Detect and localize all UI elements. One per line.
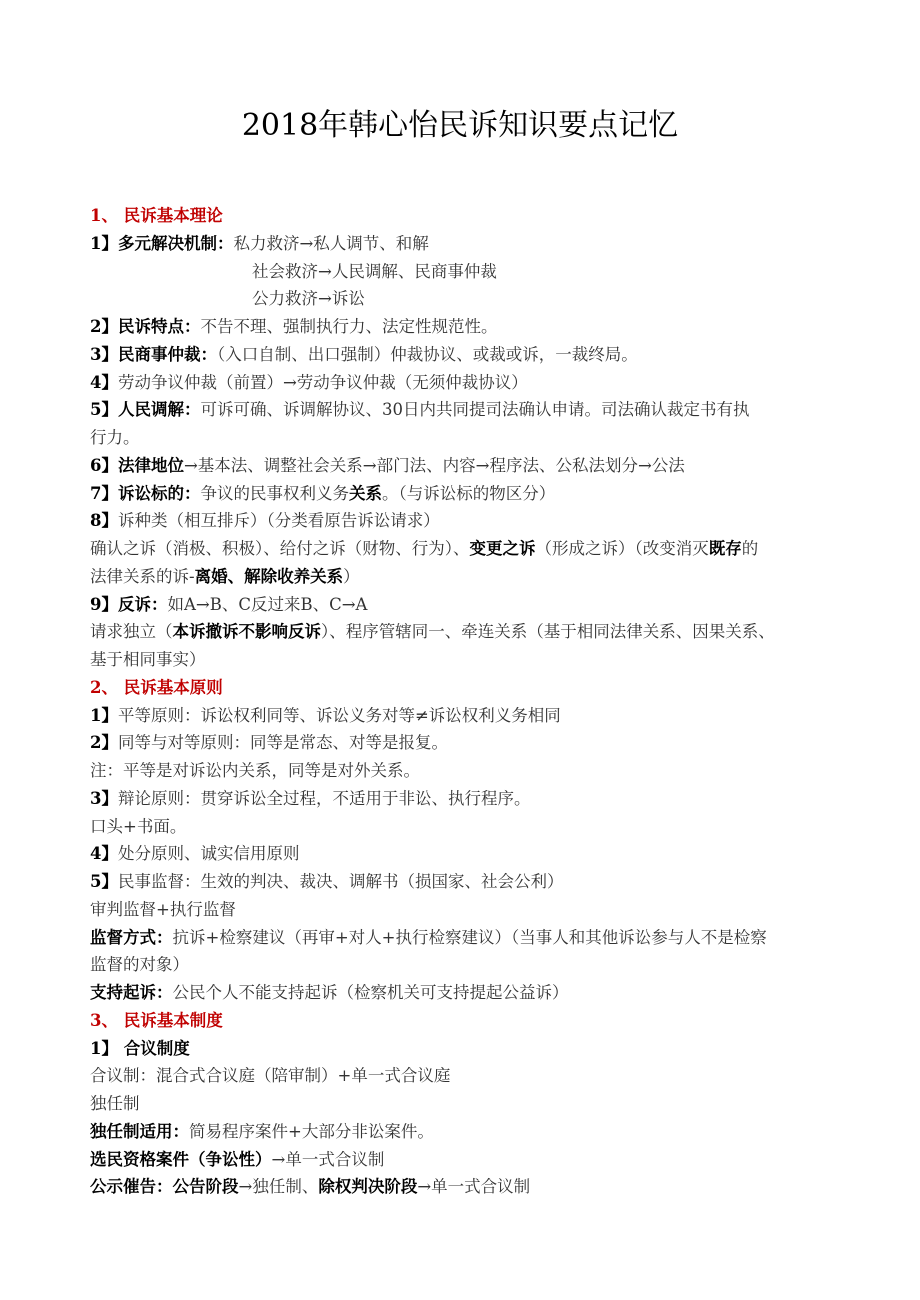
bold-text: 选民资格案件（争讼性） <box>90 1149 272 1169</box>
document-line <box>90 785 850 813</box>
document-line <box>90 1118 850 1146</box>
text-run: 抗诉+检察建议（再审+对人+执行检察建议）（当事人和其他诉讼参与人不是检察 <box>172 927 767 947</box>
bold-text: 2】 <box>90 733 118 753</box>
document-line <box>90 1173 850 1201</box>
document-line <box>90 591 850 619</box>
bold-text: 4】 <box>90 844 118 864</box>
text-run: →独任制、 <box>238 1177 319 1197</box>
text-run: 合议制：混合式合议庭（陪审制）+单一式合议庭 <box>90 1066 451 1086</box>
text-run: 民事监督：生效的判决、裁决、调解书（损国家、社会公利） <box>117 872 564 891</box>
bold-text: 3】民商事仲裁： <box>90 344 217 364</box>
document-line <box>90 230 850 258</box>
bold-text: 既存 <box>708 539 742 558</box>
document-line <box>90 813 850 841</box>
document-line <box>90 507 850 535</box>
text-run: 注：平等是对诉讼内关系，同等是对外关系。 <box>90 761 420 780</box>
document-line <box>90 563 850 591</box>
bold-text: 支持起诉： <box>90 983 173 1002</box>
bold-text: 7】诉讼标的： <box>90 483 201 503</box>
bold-text: 5】 <box>90 872 118 891</box>
document-line <box>90 1035 850 1063</box>
document-line <box>90 285 850 313</box>
text-run: 独任制 <box>90 1094 140 1113</box>
document-line <box>90 535 850 563</box>
text-run: 监督的对象） <box>90 955 189 975</box>
text-run: 辩论原则：贯穿诉讼全过程，不适用于非讼、执行程序。 <box>117 788 531 808</box>
text-run: 社会救济→人民调解、民商事仲裁 <box>252 261 497 281</box>
document-line <box>90 1146 850 1174</box>
text-run: 2、 民诉基本原则 <box>90 677 223 697</box>
document-line <box>90 951 850 979</box>
bold-text: 2】民诉特点： <box>90 317 201 336</box>
bold-text: 5】人民调解： <box>90 400 201 420</box>
document-line <box>90 702 850 730</box>
text-run: 私力救济→私人调节、和解 <box>233 233 429 253</box>
text-run: 公民个人不能支持起诉（检察机关可支持提起公益诉） <box>172 983 569 1002</box>
text-run: （形成之诉）（改变消灭 <box>535 539 709 558</box>
bold-text: 8】 <box>90 511 118 531</box>
text-run: 。（与诉讼标的物区分） <box>381 483 556 503</box>
document-line <box>90 424 850 452</box>
text-run: 3、 民诉基本制度 <box>90 1010 223 1030</box>
text-run: 请求独立（ <box>90 622 173 642</box>
text-run: 口头+书面。 <box>90 816 187 836</box>
section-heading <box>90 202 850 230</box>
document-body <box>90 202 850 1201</box>
document-line <box>90 646 850 674</box>
document-line <box>90 896 850 924</box>
bold-text: 6】法律地位 <box>90 455 184 475</box>
document-line <box>90 396 850 424</box>
document-line <box>90 313 850 341</box>
document-line <box>90 1062 850 1090</box>
text-run: 1、 民诉基本理论 <box>90 206 223 225</box>
bold-text: 离婚、解除收养关系 <box>194 566 344 586</box>
document-line <box>90 868 850 896</box>
text-run: ）、程序管辖同一、牵连关系（基于相同法律关系、因果关系、 <box>321 622 775 642</box>
text-run: 同等与对等原则：同等是常态、对等是报复。 <box>117 733 448 753</box>
text-run: 劳动争议仲裁（前置）→劳动争议仲裁（无须仲裁协议） <box>117 372 528 392</box>
document-line <box>90 757 850 785</box>
text-run: 平等原则：诉讼权利同等、诉讼义务对等≠诉讼权利义务相同 <box>117 705 561 725</box>
text-run: 如A→B、C反过来B、C→A <box>167 594 368 614</box>
text-run: 确认之诉（消极、积极）、给付之诉（财物、行为）、 <box>90 539 470 558</box>
document-line <box>90 618 850 646</box>
text-run: 审判监督+执行监督 <box>90 899 236 919</box>
bold-text: 4】 <box>90 372 118 392</box>
bold-text: 9】反诉： <box>90 594 168 614</box>
document-line <box>90 924 850 952</box>
text-run: 处分原则、诚实信用原则 <box>117 844 300 864</box>
text-run: 不告不理、强制执行力、法定性规范性。 <box>200 317 498 336</box>
text-run: 简易程序案件+大部分非讼案件。 <box>189 1121 434 1141</box>
text-run: ） <box>343 566 360 586</box>
section-heading <box>90 1007 850 1035</box>
bold-text: 1】多元解决机制： <box>90 233 234 253</box>
document-line <box>90 480 850 508</box>
bold-text: 独任制适用： <box>90 1121 189 1141</box>
text-run: 的 <box>741 539 759 558</box>
text-run: 公力救济→诉讼 <box>252 289 365 309</box>
bold-text: 公示催告：公告阶段 <box>90 1177 239 1197</box>
document-line <box>90 452 850 480</box>
bold-text: 关系 <box>348 483 382 503</box>
document-line <box>90 341 850 369</box>
text-run: 基于相同事实） <box>90 650 206 669</box>
bold-text: 变更之诉 <box>469 539 536 558</box>
text-run: （入口自制、出口强制）仲裁协议、或裁或诉，一裁终局。 <box>216 344 638 364</box>
document-line <box>90 258 850 286</box>
text-run: 法律关系的诉- <box>90 566 195 586</box>
document-line <box>90 369 850 397</box>
document-line <box>90 729 850 757</box>
bold-text: 3】 <box>90 788 118 808</box>
document-title: 2018年韩心怡民诉知识要点记忆 <box>241 108 679 143</box>
document-line <box>90 840 850 868</box>
text-run: 诉种类（相互排斥）（分类看原告诉讼请求） <box>117 511 440 531</box>
text-run: 行力。 <box>90 428 140 447</box>
document-line <box>90 979 850 1007</box>
bold-text: 本诉撤诉不影响反诉 <box>172 622 321 642</box>
bold-text: 1】 合议制度 <box>90 1038 190 1058</box>
text-run: →单一式合议制 <box>271 1149 385 1169</box>
text-run: →基本法、调整社会关系→部门法、内容→程序法、公私法划分→公法 <box>183 455 685 475</box>
bold-text: 除权判决阶段 <box>318 1177 418 1197</box>
text-run: 争议的民事权利义务 <box>200 483 349 503</box>
bold-text: 1】 <box>90 705 118 725</box>
document-line <box>90 1090 850 1118</box>
section-heading <box>90 674 850 702</box>
bold-text: 监督方式： <box>90 927 173 947</box>
text-run: 可诉可确、诉调解协议、30日内共同提司法确认申请。司法确认裁定书有执 <box>200 400 750 420</box>
text-run: →单一式合议制 <box>417 1177 531 1197</box>
